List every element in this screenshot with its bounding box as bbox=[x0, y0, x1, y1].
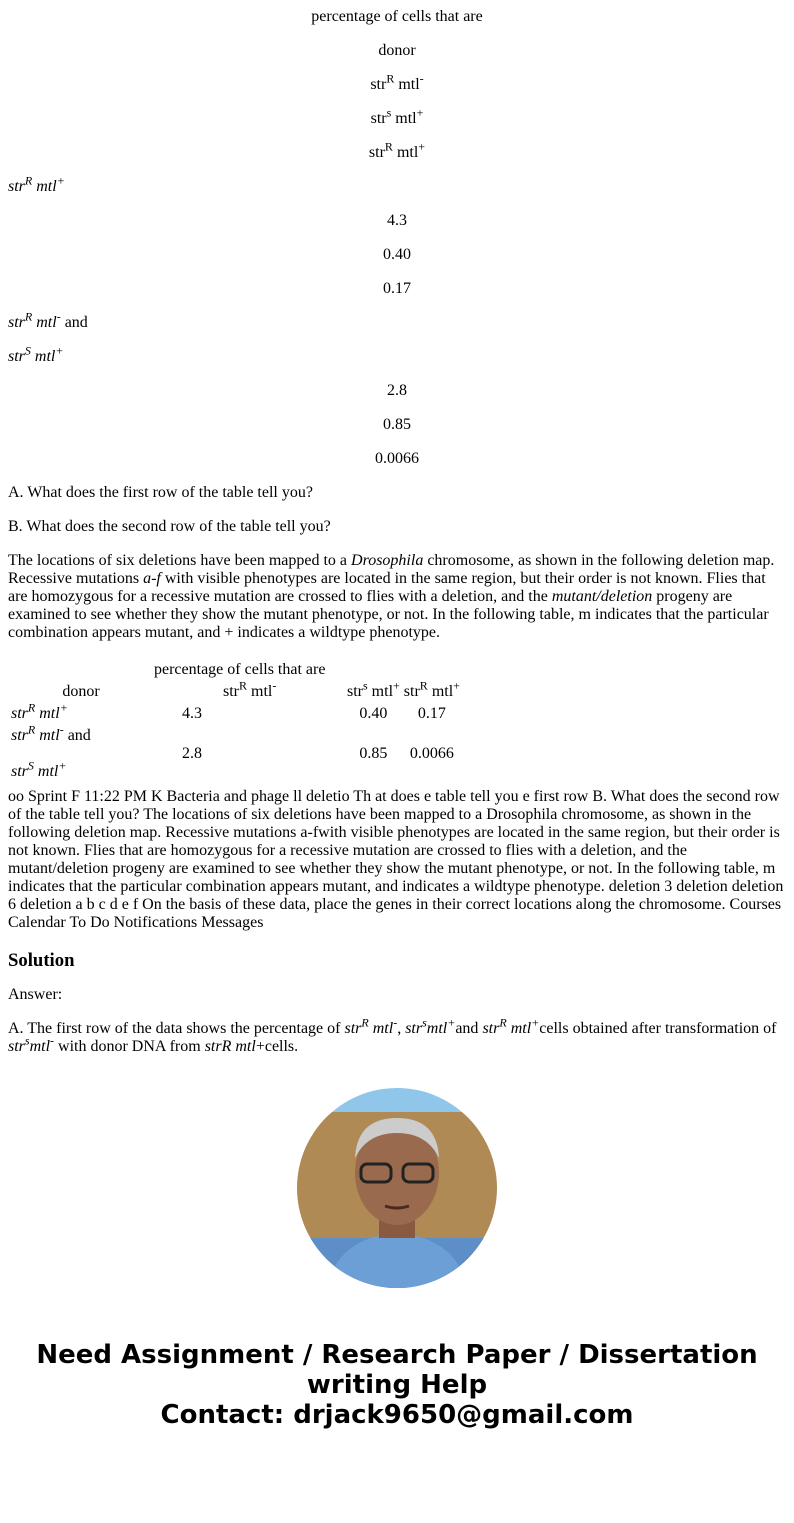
row2-donor-a: str$^R$ mtl- and bbox=[8, 309, 88, 331]
row2-donor-b: str$^S$ mtl+ bbox=[8, 343, 64, 365]
footer-contact: Contact: drjack9650@gmail.com bbox=[160, 1400, 634, 1430]
answer-a: A. The first row of the data shows the percentage of str$^R$ mtl-, str$^s$mtl+and str$^R$ mtl+cells obtained after transformation of str$^s$mtl- with donor DNA from strR mtl+cells. bbox=[8, 1015, 777, 1055]
footer-banner bbox=[0, 1340, 794, 1460]
header-col1: str$^R$ mtl- bbox=[370, 71, 424, 93]
solution-heading: Solution bbox=[8, 950, 75, 971]
row2-value: 2.8 bbox=[387, 382, 407, 399]
header-col2: str$^s$ mtl+ bbox=[347, 678, 400, 700]
header-col3: str$^R$ mtl+ bbox=[368, 139, 426, 161]
row1-value: 0.17 bbox=[383, 280, 411, 297]
data-table bbox=[8, 658, 463, 784]
header-col2: str$^s$ mtl+ bbox=[370, 105, 424, 127]
table-row: str$^R$ mtl- and str$^S$ mtl+ 2.8 0.85 0.0066 bbox=[11, 722, 454, 780]
problem-paragraph: The locations of six deletions have been mapped to a Drosophila chromosome, as shown in the following deletion map. Recessive mutations a-f with visible phenotypes are located in the same region, but their order is not known. Flies that are homozygous for a recessive mutation are crossed to flies with a deletion, and the mutant/deletion progeny are examined to see whether they show the mutant phenotype, or not. In the following table, m indicates that the particular combination appears mutant, and + indicates a wildtype phenotype. bbox=[8, 552, 775, 641]
author-photo bbox=[297, 1088, 497, 1288]
question-a: A. What does the first row of the table tell you? bbox=[8, 484, 313, 501]
header-col3: str$^R$ mtl+ bbox=[403, 678, 460, 700]
row2-value: 0.0066 bbox=[375, 450, 419, 467]
row1-donor: str$^R$ mtl+ bbox=[8, 173, 65, 195]
flattened-table bbox=[8, 8, 786, 468]
question-b: B. What does the second row of the table tell you? bbox=[8, 518, 331, 535]
header-col1: str$^R$ mtl- bbox=[223, 678, 277, 700]
header-donor: donor bbox=[378, 42, 416, 59]
row1-value: 0.40 bbox=[383, 246, 411, 263]
footer-line: Need Assignment / Research Paper / Dissertation writing Help bbox=[36, 1340, 758, 1400]
answer-label: Answer: bbox=[8, 986, 63, 1003]
caption: percentage of cells that are bbox=[154, 661, 326, 678]
header-donor: donor bbox=[62, 683, 100, 700]
table-row: str$^R$ mtl+ 4.3 0.40 0.17 bbox=[11, 700, 446, 722]
row1-value: 4.3 bbox=[387, 212, 407, 229]
row2-value: 0.85 bbox=[383, 416, 411, 433]
ocr-text: oo Sprint F 11:22 PM K Bacteria and phage ll deletio Th at does e table tell you e first row B. What does the second row of the table tell you? The locations of six deletions have been mapped to a Drosophila chromosome, as shown in the following deletion map. Recessive mutations a-fwith visible phenotypes are located in the same region, but their order is not known. Flies that are homozygous for a recessive mutation are crossed to flies with a deletion, and the mutant/deletion progeny are examined to see whether they show the mutant phenotype, or not. In the following table, m indicates that the particular combination appears mutant, and indicates a wildtype phenotype. deletion 3 deletion deletion 6 deletion a b c d e f On the basis of these data, place the genes in their correct locations along the chromosome. Courses Calendar To Do Notifications Messages bbox=[8, 788, 784, 931]
caption: percentage of cells that are bbox=[311, 8, 483, 25]
